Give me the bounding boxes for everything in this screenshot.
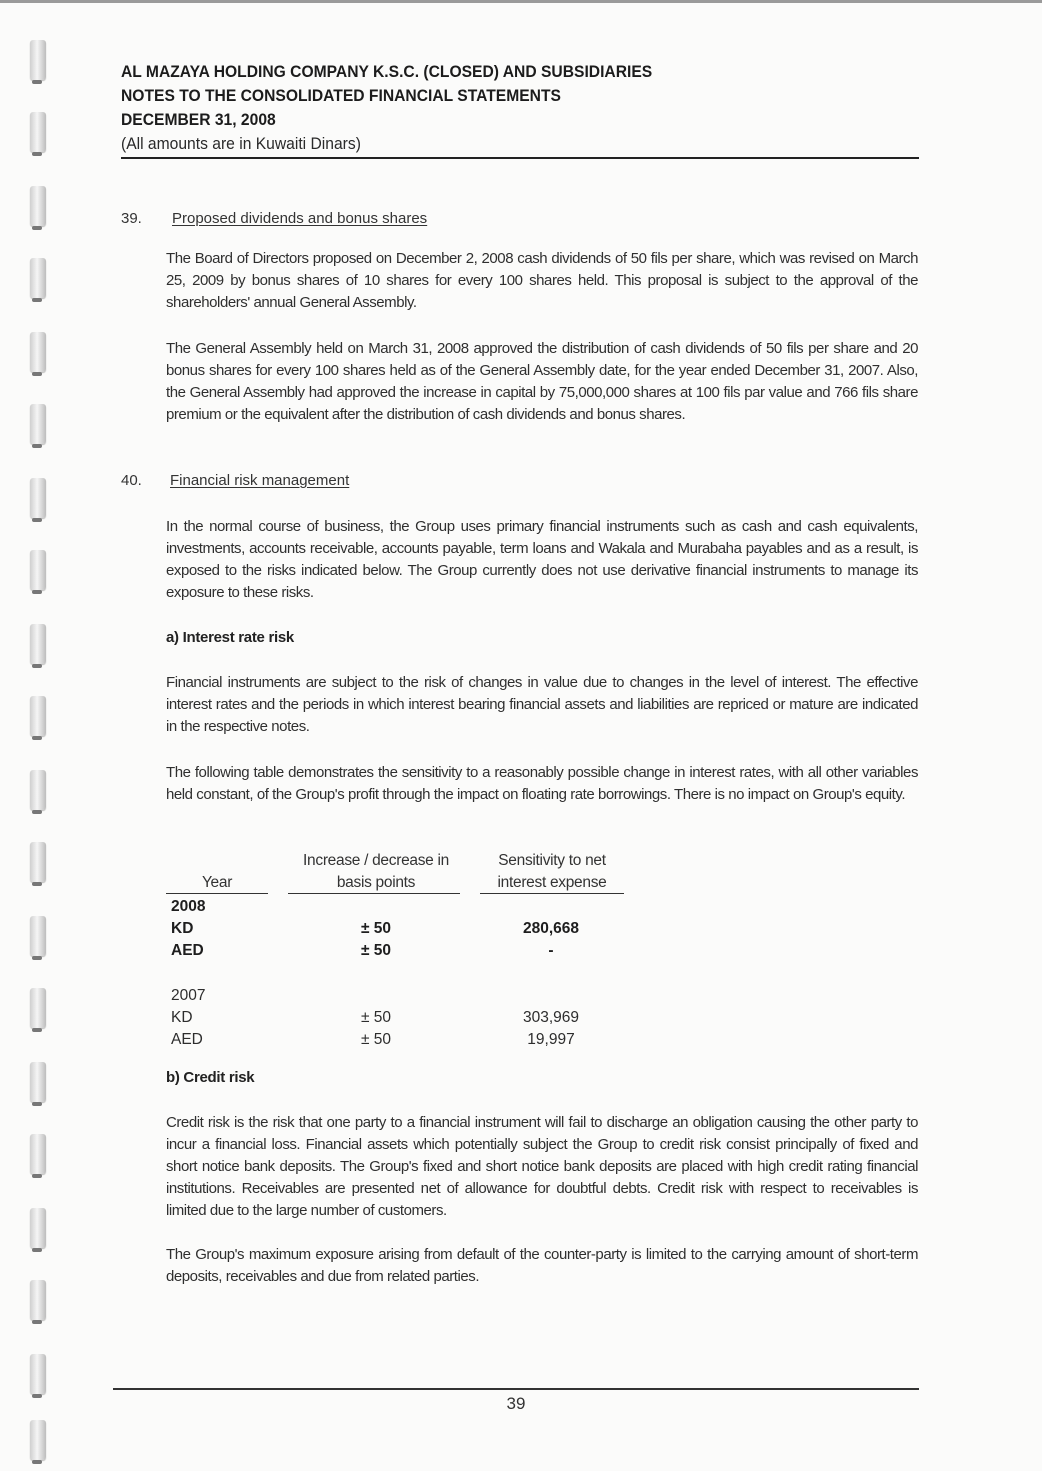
table-row-currency: AED [171,1031,203,1048]
table-row-currency: KD [171,1009,193,1026]
binding-ring [30,40,46,80]
binding-ring [30,1354,46,1394]
binding-ring [30,478,46,518]
interest-rate-risk-heading: a) Interest rate risk [166,629,294,646]
credit-risk-paragraph-2: The Group's maximum exposure arising from default of the counter-party is limited to the carrying amount of short-term deposits, receivables and due from related parties. [166,1246,918,1285]
binding-ring [30,1280,46,1320]
page-header [121,60,919,156]
binding-ring [30,916,46,956]
page-number: 39 [506,1394,526,1413]
column-header-basis-points-line1: Increase / decrease in [303,852,449,869]
year-2007-label: 2007 [171,987,206,1004]
column-header-year: Year [201,874,233,891]
interest-rate-risk-paragraph-1: Financial instruments are subject to the risk of changes in value due to changes in the level of interest. The effective interest rates and the periods in which interest bearing financial assets and liabilities are repriced or mature are indicated in the respective notes. [166,674,918,735]
table-row-basis-points: ± 50 [360,920,392,937]
table-row-basis-points: ± 50 [360,1031,392,1048]
currency-note: (All amounts are in Kuwaiti Dinars) [121,134,361,153]
table-row-currency: KD [171,920,194,937]
interest-rate-risk-paragraph-2: The following table demonstrates the sensitivity to a reasonably possible change in interest rates, with all other variables held constant, of the Group's profit through the impact on floating rate borrowings. There is no impact on Group's equity. [166,764,918,803]
note-39-number: 39. [121,210,142,227]
note-39-paragraph-2: The General Assembly held on March 31, 2008 approved the distribution of cash dividends of 50 fils per share and 20 bonus shares for every 100 shares held as of the General Assembly date, for the year ended December 31, 2007. Also, the General Assembly had approved the increase in capital by 75,000,000 shares at 100 fils par value and 766 fils share premium or the equivalent after the distribution of cash dividends and bonus shares. [166,340,918,423]
note-39-title: Proposed dividends and bonus shares [172,210,428,227]
note-40-title: Financial risk management [170,472,350,489]
binding-ring [30,988,46,1028]
binding-ring [30,1134,46,1174]
statement-title: NOTES TO THE CONSOLIDATED FINANCIAL STATEMENTS [121,86,561,105]
binding-ring [30,112,46,152]
column-header-sensitivity-line1: Sensitivity to net [498,852,606,869]
binding-ring [30,696,46,736]
column-header-rule [480,893,624,894]
note-40-number: 40. [121,472,142,489]
column-header-basis-points-line2: basis points [336,874,416,891]
binding-ring [30,1208,46,1248]
table-row-sensitivity: - [548,942,554,959]
binding-ring [30,186,46,226]
note-39-paragraph-1: The Board of Directors proposed on December 2, 2008 cash dividends of 50 fils per share, which was revised on March 25, 2009 by bonus shares of 10 shares for every 100 shares held. This proposal is subject to the approval of the shareholders' annual General Assembly. [166,250,918,311]
table-row-basis-points: ± 50 [360,942,392,959]
statement-date: DECEMBER 31, 2008 [121,110,276,129]
column-header-rule [288,893,460,894]
binding-ring [30,1062,46,1102]
binding-ring [30,550,46,590]
table-row-sensitivity: 280,668 [522,920,580,937]
footer-rule [113,1388,919,1390]
binding-ring [30,332,46,372]
binding-ring [30,258,46,298]
company-name: AL MAZAYA HOLDING COMPANY K.S.C. (CLOSED) AND SUBSIDIARIES [121,62,653,81]
table-row-sensitivity: 303,969 [522,1009,580,1026]
header-rule [121,157,919,159]
year-2008-label: 2008 [171,898,206,915]
binding-ring [30,1420,46,1460]
spiral-binding [26,40,54,1460]
credit-risk-paragraph-1: Credit risk is the risk that one party to a financial instrument will fail to discharge an obligation causing the other party to incur a financial loss. Financial assets which potentially subject the Group to credit risk consist principally of fixed and short notice bank deposits. The Group's fixed and short notice bank deposits are placed with high credit rating financial institutions. Receivables are presented net of allowance for doubtful debts. Credit risk with respect to receivables is limited due to the large number of customers. [166,1114,918,1219]
column-header-sensitivity-line2: interest expense [497,874,607,891]
binding-ring [30,842,46,882]
binding-ring [30,624,46,664]
top-edge-rule [0,0,1042,3]
table-row-basis-points: ± 50 [360,1009,392,1026]
binding-ring [30,404,46,444]
credit-risk-heading: b) Credit risk [166,1069,255,1086]
table-row-currency: AED [171,942,204,959]
note-40-intro: In the normal course of business, the Group uses primary financial instruments such as cash and cash equivalents, investments, accounts receivable, accounts payable, term loans and Wakala and Murabaha payables and as a result, is exposed to the risks indicated below. The Group currently does not use derivative financial instruments to manage its exposure to these risks. [166,518,918,601]
table-row-sensitivity: 19,997 [527,1031,575,1048]
binding-ring [30,770,46,810]
column-header-rule [166,893,268,894]
